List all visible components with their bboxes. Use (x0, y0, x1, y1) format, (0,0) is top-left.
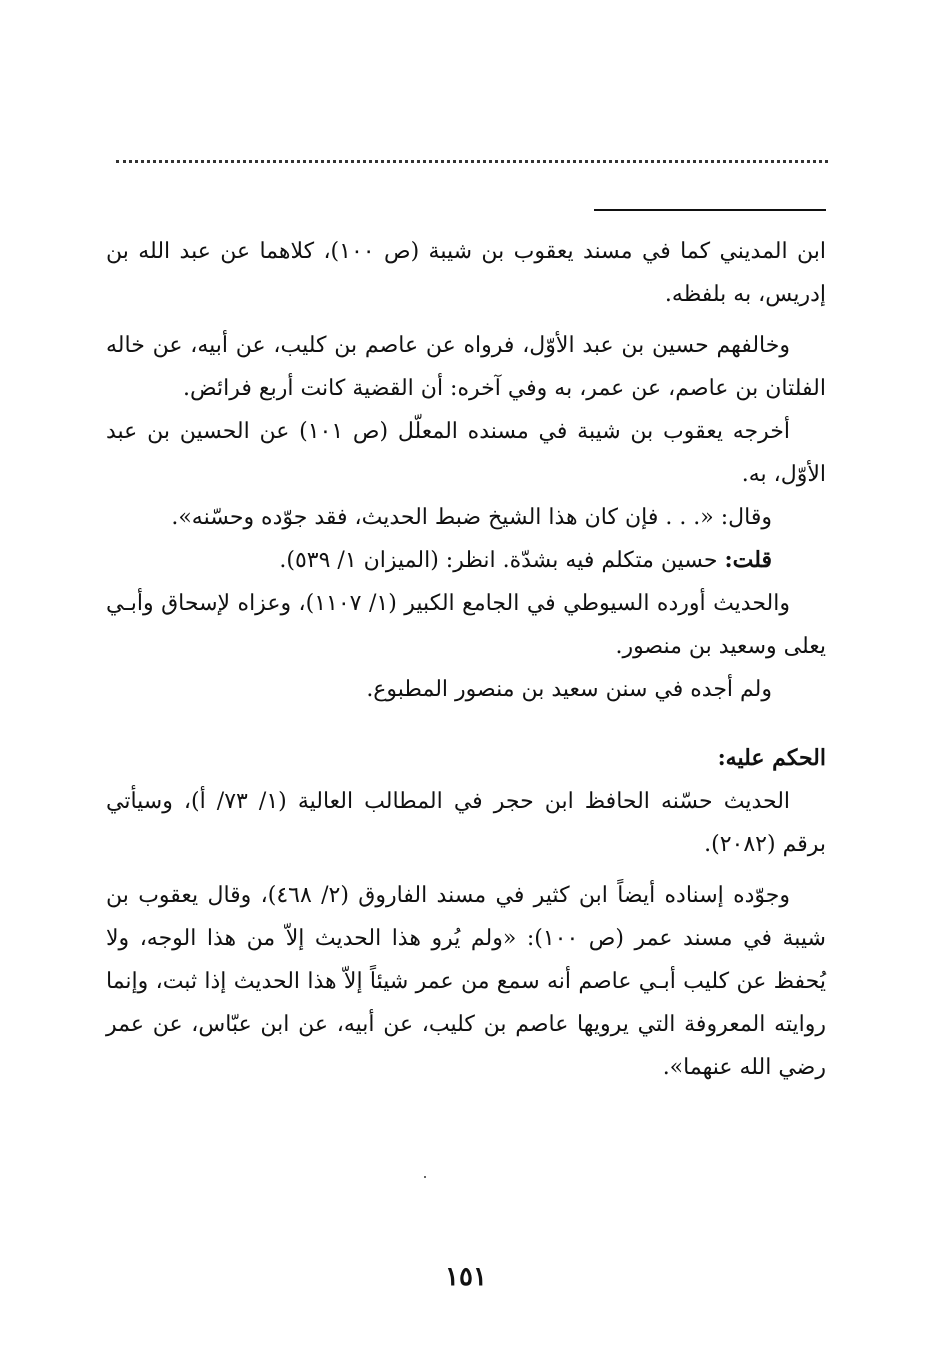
note-lead-label: قلت: (724, 547, 772, 573)
paragraph-husain-narration: وخالفهم حسين بن عبد الأوّل، فرواه عن عاصم بن كليب، عن أبيه، عن خاله الفلتان بن عاصم، عن عمر، به وفي آخره: أن القضية كانت أربع فرائض. (106, 333, 826, 401)
footnote-text-block (106, 230, 826, 1089)
paragraph-ibn-kathir: وجوّده إسناده أيضاً ابن كثير في مسند الفاروق (٢/ ٤٦٨)، وقال يعقوب بن شيبة في مسند عمر (ص ١٠٠): «ولم يُرو هذا الحديث إلاّ من هذا الوجه، ولا يُحفظ عن كليب أبـي عاصم أنه سمع من عمر شيئاً إلاّ هذا الحديث إذا ثبت، وإنما روايته المعروفة التي يرويها عاصم بن كليب، عن أبيه، عن ابن عبّاس، عن عمر رضي الله عنهما». (106, 883, 826, 1080)
paragraph-sunan-note: ولم أجده في سنن سعيد بن منصور المطبوع. (366, 677, 772, 702)
paragraph-yaqub-source: أخرجه يعقوب بن شيبة في مسنده المعلّل (ص ١٠١) عن الحسين بن عبد الأوّل، به. (106, 419, 826, 487)
paragraph-suyuti: والحديث أورده السيوطي في الجامع الكبير (١/ ١١٠٧)، وعزاه لإسحاق وأبـي يعلى وسعيد بن منصور. (106, 591, 826, 659)
page-number: ١٥١ (445, 1262, 487, 1292)
paragraph-author-note (106, 539, 826, 582)
paragraph-yaqub-quote: وقال: «. . . فإن كان هذا الشيخ ضبط الحديث، فقد جوّده وحسّنه». (171, 505, 772, 530)
note-body: حسين متكلم فيه بشدّة. انظر: (الميزان ١/ ٥٣٩). (279, 548, 725, 573)
section-heading-ruling: الحكم عليه: (717, 745, 826, 771)
print-speck (424, 1176, 426, 1178)
paragraph-ibn-hajar: الحديث حسّنه الحافظ ابن حجر في المطالب العالية (١/ ٧٣/ أ)، وسيأتي برقم (٢٠٨٢). (106, 789, 826, 857)
footnote-separator-line (594, 209, 826, 211)
dotted-separator (116, 160, 828, 163)
paragraph-continuation: ابن المديني كما في مسند يعقوب بن شيبة (ص ١٠٠)، كلاهما عن عبد الله بن إدريس، به بلفظه. (106, 239, 826, 307)
